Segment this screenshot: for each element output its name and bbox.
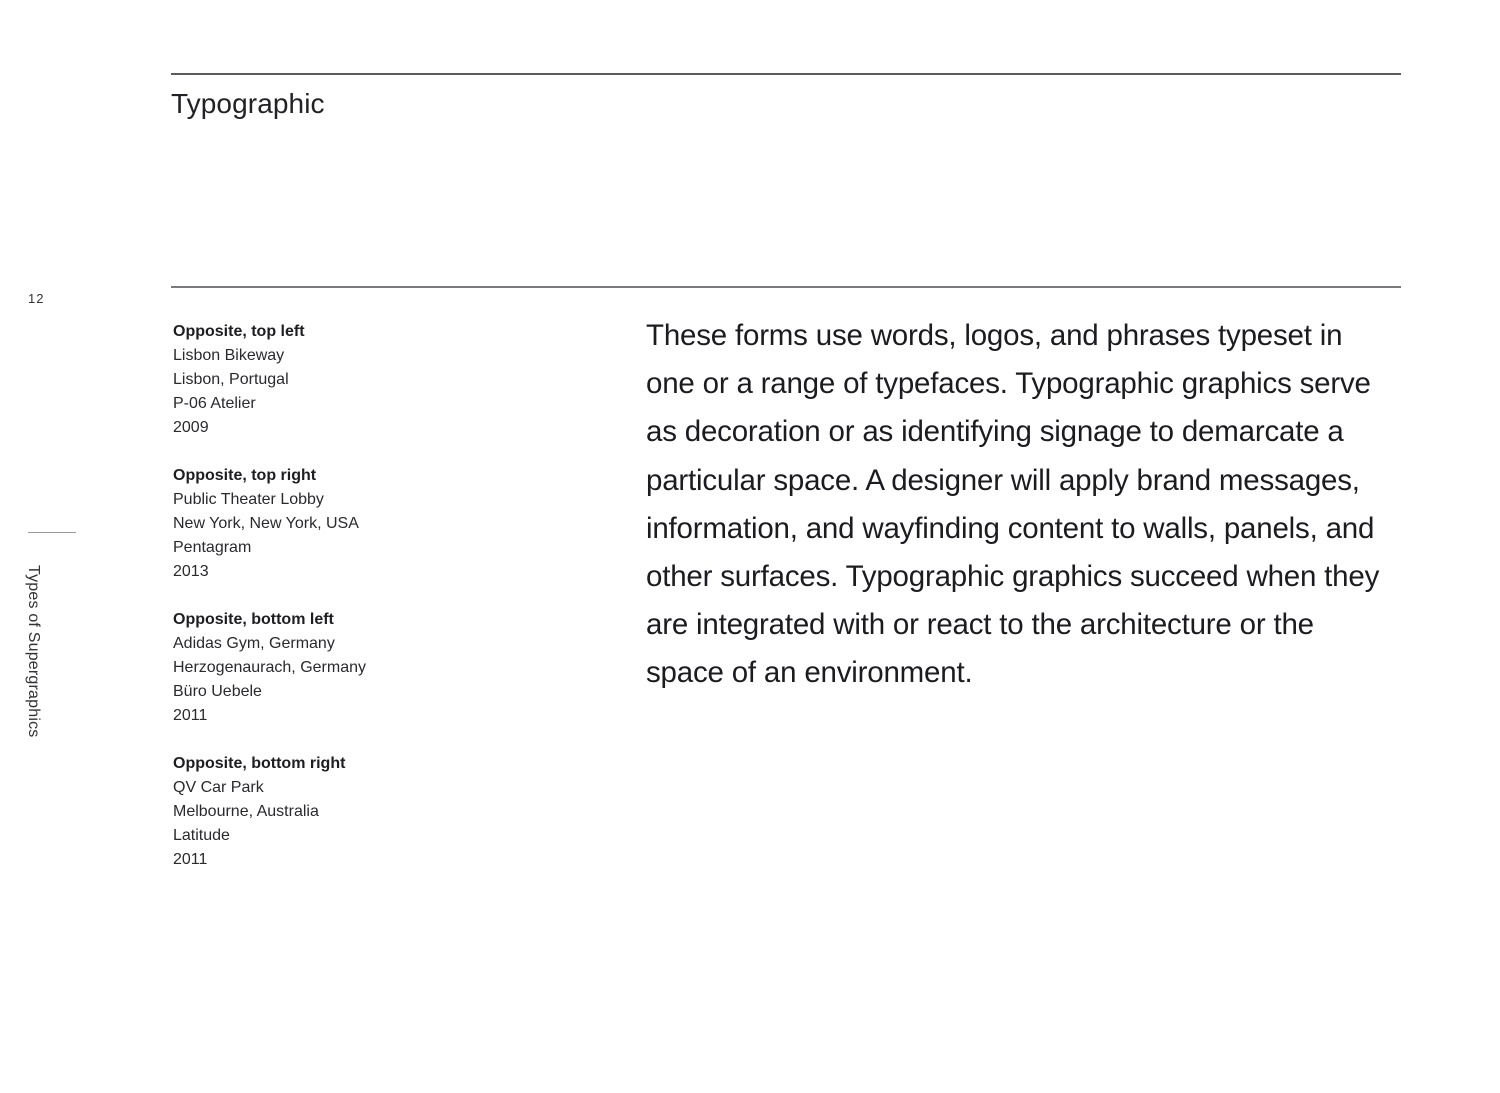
caption-project: Adidas Gym, Germany	[173, 635, 335, 652]
caption-heading: Opposite, top left	[173, 323, 305, 340]
running-label-dash	[28, 532, 76, 533]
middle-rule	[171, 286, 1401, 288]
running-label: Types of Supergraphics	[25, 565, 42, 738]
caption-location: Herzogenaurach, Germany	[173, 659, 366, 676]
caption-top-left	[173, 320, 503, 440]
caption-year: 2011	[173, 707, 208, 724]
body-paragraph: These forms use words, logos, and phrases typeset in one or a range of typefaces. Typographic graphics serve as decoration or as identifying signage to demarcate a particular space. A designer will apply brand messages, information, and wayfinding content to walls, panels, and other surfaces. Typographic graphics succeed when they are integrated with or react to the architecture or the space of an environment.	[646, 319, 1380, 690]
caption-location: New York, New York, USA	[173, 515, 359, 532]
caption-bottom-right	[173, 752, 503, 872]
caption-designer: P-06 Atelier	[173, 395, 256, 412]
caption-project: Lisbon Bikeway	[173, 347, 285, 364]
caption-year: 2013	[173, 563, 209, 580]
caption-heading: Opposite, bottom left	[173, 611, 334, 628]
caption-designer: Latitude	[173, 827, 230, 844]
page-number: 12	[28, 291, 45, 306]
caption-location: Lisbon, Portugal	[173, 371, 289, 388]
caption-location: Melbourne, Australia	[173, 803, 319, 820]
caption-heading: Opposite, bottom right	[173, 755, 346, 772]
caption-project: Public Theater Lobby	[173, 491, 324, 508]
caption-project: QV Car Park	[173, 779, 264, 796]
caption-designer: Büro Uebele	[173, 683, 262, 700]
caption-heading: Opposite, top right	[173, 467, 317, 484]
caption-year: 2009	[173, 419, 209, 436]
caption-year: 2011	[173, 851, 208, 868]
caption-list	[173, 320, 503, 896]
section-title: Typographic	[171, 88, 325, 119]
caption-top-right	[173, 464, 503, 584]
caption-bottom-left	[173, 608, 503, 728]
caption-designer: Pentagram	[173, 539, 252, 556]
top-rule	[171, 73, 1401, 75]
